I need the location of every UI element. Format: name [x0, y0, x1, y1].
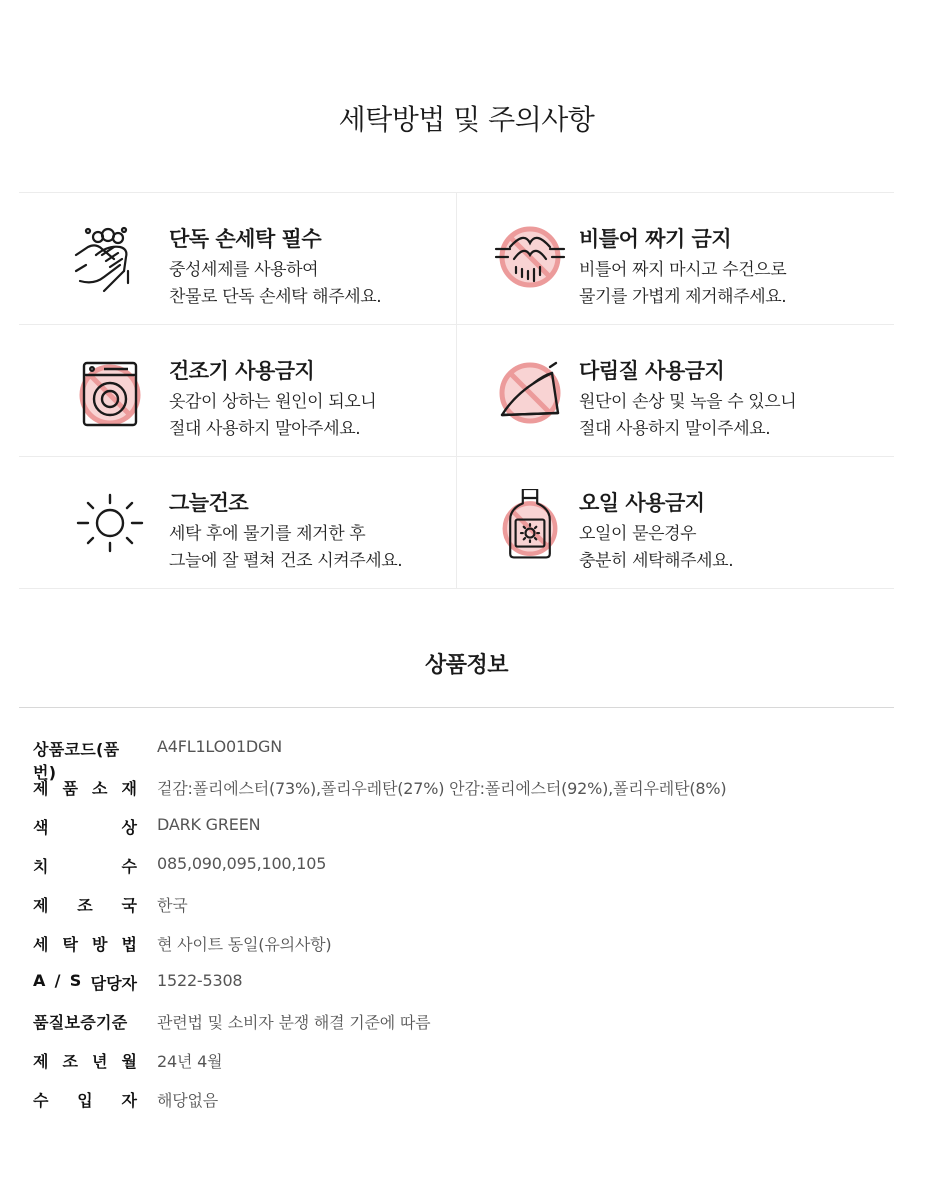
info-value: 겉감:폴리에스터(73%),폴리우레탄(27%) 안감:폴리에스터(92%),폴리우레탄(8%): [157, 779, 727, 798]
care-item-description: 비틀어 짜지 마시고 수건으로 물기를 가볍게 제거해주세요.: [579, 260, 787, 307]
info-row-importer: [33, 1088, 893, 1118]
info-value: 24년 4월: [157, 1052, 223, 1071]
info-row-as-contact: [33, 971, 893, 1001]
care-item-no-wring: [456, 193, 894, 325]
info-row-country: [33, 893, 893, 923]
care-section-title: 세탁방법 및 주의사항: [338, 103, 595, 136]
info-value: 해당없음: [157, 1091, 219, 1110]
info-value: DARK GREEN: [157, 815, 261, 834]
info-row-manufacture-date: [33, 1049, 893, 1079]
care-item-shade-dry: [19, 457, 456, 589]
info-label: 제 조 국: [33, 896, 137, 915]
sun-shade-icon: [74, 489, 146, 561]
info-row-color: [33, 815, 893, 845]
info-value: 현 사이트 동일(유의사항): [157, 935, 332, 954]
care-item-title: 비틀어 짜기 금지: [579, 227, 732, 251]
info-label: 품질보증기준: [33, 1013, 128, 1032]
care-item-title: 건조기 사용금지: [169, 359, 315, 383]
info-label: 수 입 자: [33, 1091, 137, 1110]
info-row-material: [33, 776, 893, 806]
care-item-hand-wash: [19, 193, 456, 325]
no-wring-icon: [494, 225, 566, 297]
care-item-description: 원단이 손상 및 녹을 수 있으니 절대 사용하지 말이주세요.: [579, 392, 797, 439]
care-item-description: 오일이 묻은경우 충분히 세탁해주세요.: [579, 524, 734, 571]
care-item-no-iron: [456, 325, 894, 457]
info-value: 1522-5308: [157, 971, 243, 990]
info-row-product-code: [33, 737, 893, 782]
info-label: 치 수: [33, 857, 137, 876]
hand-wash-icon: [74, 225, 146, 297]
care-instructions-grid: [19, 192, 894, 589]
info-value: 한국: [157, 896, 188, 915]
care-item-title: 단독 손세탁 필수: [169, 227, 322, 251]
care-item-title: 오일 사용금지: [579, 491, 705, 515]
info-row-wash-method: [33, 932, 893, 962]
care-item-title: 다림질 사용금지: [579, 359, 725, 383]
no-iron-icon: [494, 357, 566, 429]
info-label: 색 상: [33, 818, 137, 837]
product-info-title: 상품정보: [424, 653, 508, 678]
info-label: 제 품 소 재: [33, 779, 137, 798]
info-label: 세 탁 방 법: [33, 935, 137, 954]
no-oil-icon: [494, 489, 566, 561]
care-item-no-dryer: [19, 325, 456, 457]
info-row-size: [33, 854, 893, 884]
care-item-description: 옷감이 상하는 원인이 되오니 절대 사용하지 말아주세요.: [169, 392, 377, 439]
info-row-quality-standard: [33, 1010, 893, 1040]
info-value: A4FL1LO01DGN: [157, 737, 283, 756]
info-value: 085,090,095,100,105: [157, 854, 327, 873]
care-item-title: 그늘건조: [169, 491, 249, 515]
info-label: 상품코드(품번): [33, 740, 120, 782]
info-label: A / S 담당자: [33, 971, 137, 993]
info-value: 관련법 및 소비자 분쟁 해결 기준에 따름: [157, 1013, 431, 1032]
divider: [19, 707, 894, 708]
care-item-description: 중성세제를 사용하여 찬물로 단독 손세탁 해주세요.: [169, 260, 382, 307]
care-item-no-oil: [456, 457, 894, 589]
info-label: 제 조 년 월: [33, 1052, 137, 1071]
no-dryer-icon: [74, 357, 146, 429]
care-item-description: 세탁 후에 물기를 제거한 후 그늘에 잘 펼쳐 건조 시켜주세요.: [169, 524, 403, 571]
